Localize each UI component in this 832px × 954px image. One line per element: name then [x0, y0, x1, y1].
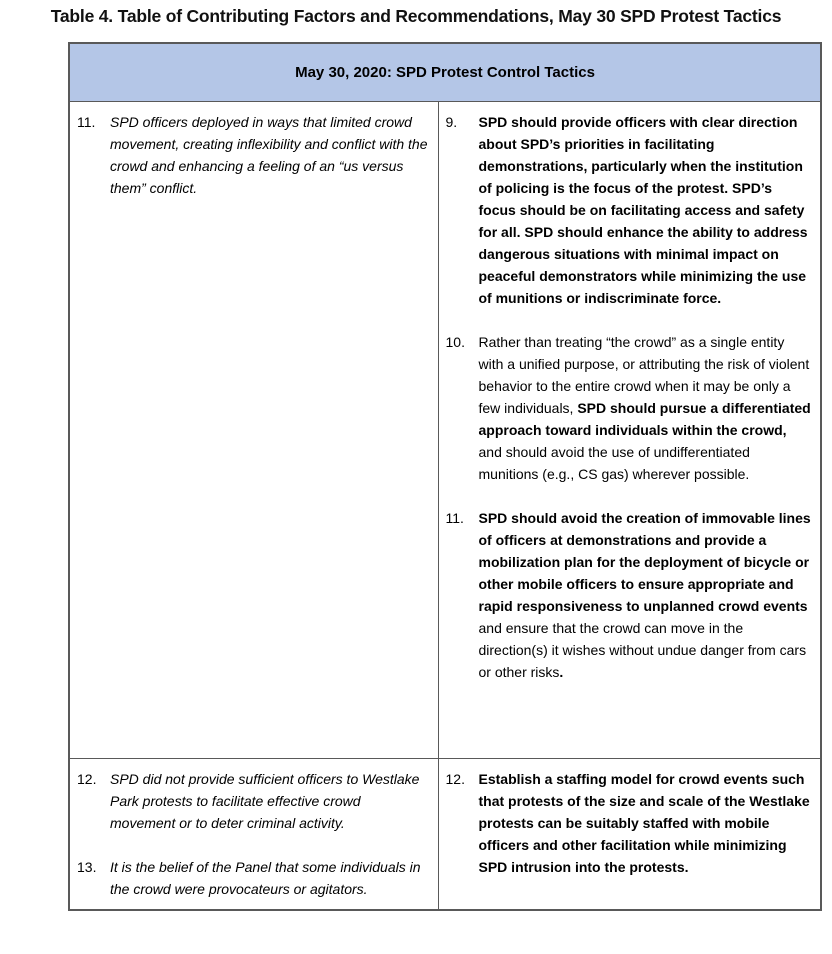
text-segment: and should avoid the use of undifferentiated munitions (e.g., CS gas) wherever possible. — [478, 443, 750, 482]
recommendations-cell — [438, 758, 821, 910]
text-segment: SPD did not provide sufficient officers to Westlake Park protests to facilitate effective crowd movement or to deter criminal activity. — [110, 770, 420, 831]
recommendations-cell — [438, 101, 821, 758]
item-text — [110, 856, 432, 900]
item-number: 11. — [77, 113, 96, 130]
header-row — [69, 43, 821, 101]
table-row — [69, 758, 821, 910]
numbered-item — [77, 111, 432, 199]
text-segment: SPD officers deployed in ways that limited crowd movement, creating inflexibility and conflict with the crowd and enhancing a feeling of an “us versus them” conflict. — [110, 113, 428, 196]
item-number: 10. — [445, 333, 465, 350]
text-segment: and ensure that the crowd can move in the direction(s) it wishes without undue danger from cars or other risks — [478, 619, 807, 680]
item-text — [110, 768, 432, 834]
factors-cell — [69, 101, 438, 758]
table-header — [69, 43, 821, 101]
table-row — [69, 101, 821, 758]
text-segment: SPD should avoid the creation of immovable lines of officers at demonstrations and provide a mobilization plan for the deployment of bicycle or other mobile officers to ensure appropriate and rapid responsiveness to unplanned crowd events — [478, 509, 811, 614]
numbered-item — [446, 507, 815, 683]
item-number: 12. — [445, 770, 465, 787]
numbered-item — [77, 768, 432, 834]
text-segment: SPD should provide officers with clear direction about SPD’s priorities in facilitating demonstrations, particularly when the institution of policing is the focus of the protest. SPD’s focus should be on facilitating access and safety for all. SPD should enhance the ability to address dangerous situations with minimal impact on peaceful demonstrators while minimizing the use of munitions or indiscriminate force. — [478, 113, 808, 306]
item-text — [479, 507, 815, 683]
numbered-item — [446, 768, 815, 878]
item-number: 12. — [77, 770, 97, 787]
text-segment: . — [559, 663, 564, 680]
table-header-cell: May 30, 2020: SPD Protest Control Tactics — [69, 43, 821, 101]
text-segment: Rather than treating “the crowd” as a single entity with a unified purpose, or attributing the risk of violent behavior to the entire crowd when it may be only a few individuals, — [478, 333, 810, 416]
factors-recommendations-table — [68, 42, 822, 911]
text-segment: It is the belief of the Panel that some individuals in the crowd were provocateurs or agitators. — [110, 858, 421, 897]
numbered-item — [446, 331, 815, 485]
text-segment: SPD should pursue a differentiated approach toward individuals within the crowd, — [478, 399, 811, 438]
table-body — [69, 101, 821, 910]
numbered-item — [446, 111, 815, 309]
text-segment: Establish a staffing model for crowd events such that protests of the size and scale of the Westlake protests can be suitably staffed with mobile officers and other facilitation while minimizing SPD intrusion into the protests. — [478, 770, 810, 875]
item-text — [479, 331, 815, 485]
item-text — [479, 111, 815, 309]
item-number: 9. — [445, 113, 458, 130]
factors-cell — [69, 758, 438, 910]
item-number: 13. — [77, 858, 97, 875]
numbered-item — [77, 856, 432, 900]
item-text — [479, 768, 815, 878]
item-number: 11. — [445, 509, 464, 526]
item-text — [110, 111, 432, 199]
table-caption: Table 4. Table of Contributing Factors and Recommendations, May 30 SPD Protest Tactics — [50, 6, 782, 26]
